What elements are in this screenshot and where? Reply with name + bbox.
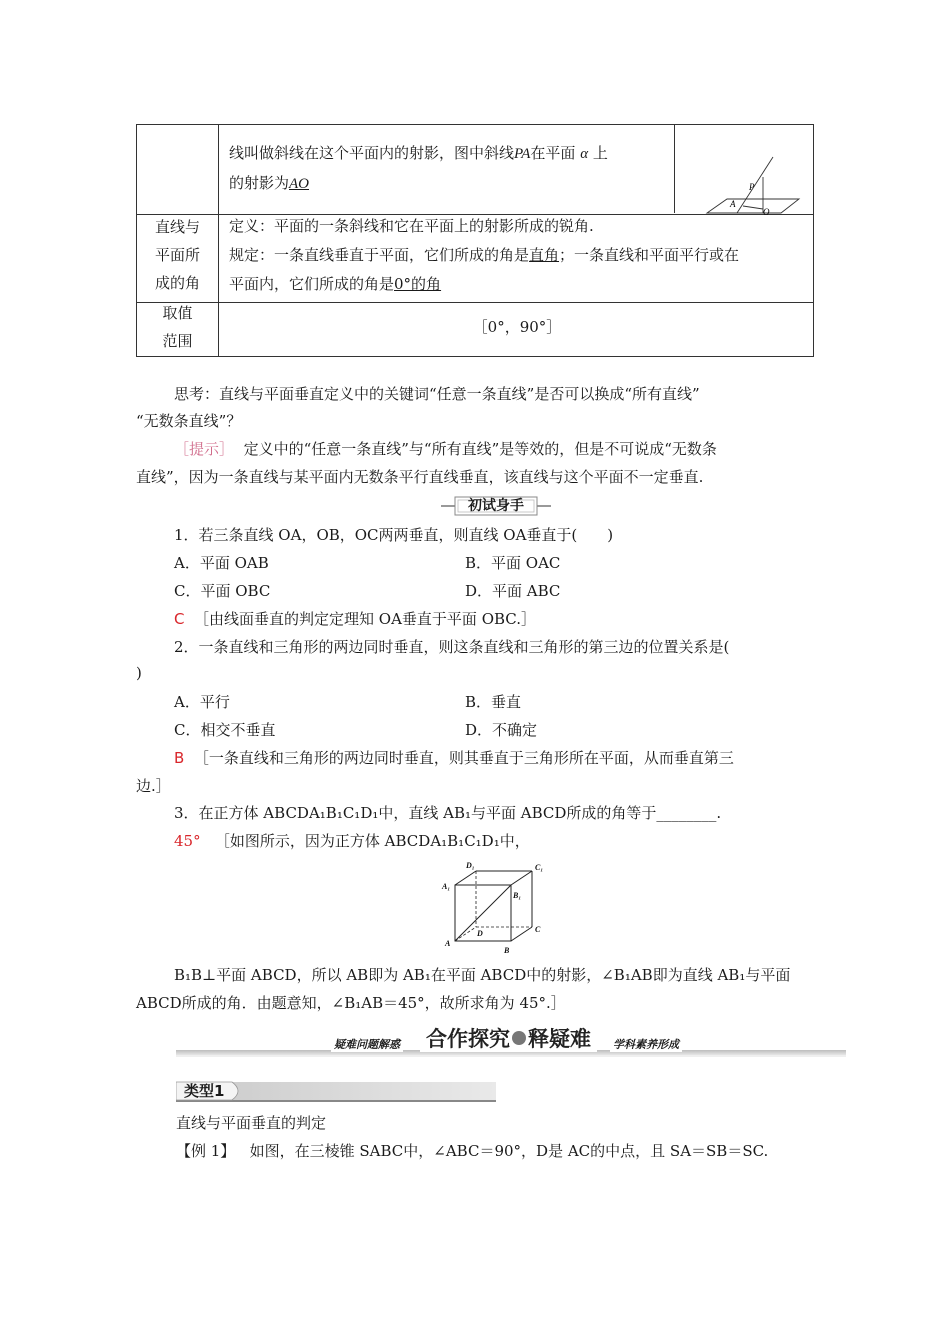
label-o: O xyxy=(763,207,770,215)
section-title: 直线与平面垂直的判定 xyxy=(176,1114,327,1132)
think-line1: 思考：直线与平面垂直定义中的关键词“任意一条直线”是否可以换成“所有直线” xyxy=(174,385,700,403)
coop-banner-title: 合作探究 释疑难 xyxy=(420,1026,597,1052)
cube-figure xyxy=(436,858,548,958)
label-c: C xyxy=(535,925,541,934)
label-p: P xyxy=(749,182,755,192)
q2-option-d: D．不确定 xyxy=(465,721,538,739)
oblique-line-figure xyxy=(703,155,803,215)
label-d1: D₁ xyxy=(466,861,475,870)
hint-line2: 直线”，因为一条直线与某平面内无数条平行直线垂直，该直线与这个平面不一定垂直. xyxy=(136,468,704,486)
label-a: A xyxy=(445,939,451,948)
q2-option-b: B．垂直 xyxy=(465,693,522,711)
table-range-value: ［0°，90°］ xyxy=(472,318,562,336)
definition-table xyxy=(136,124,814,357)
q3-stem: 3．在正方体 ABCDA₁B₁C₁D₁中，直线 AB₁与平面 ABCD所成的角等于________. xyxy=(174,804,722,822)
q1-answer-line: C ［由线面垂直的判定定理知 OA垂直于平面 OBC.］ xyxy=(174,610,537,628)
coop-banner-right: 学科素养形成 xyxy=(610,1036,682,1052)
label-a: A xyxy=(730,199,736,209)
q1-option-a: A．平面 OAB xyxy=(174,554,269,572)
table-header-angle: 直线与 平面所 成的角 xyxy=(154,218,200,292)
hint-tag: ［提示］ xyxy=(174,440,235,458)
label-d: D xyxy=(477,929,483,938)
q3-answer-line: 45° ［如图所示，因为正方体 ABCDA₁B₁C₁D₁中， xyxy=(174,832,530,850)
table-row1-text: 线叫做斜线在这个平面内的射影，图中斜线PA在平面 α 上 的射影为AO xyxy=(229,144,608,192)
table-row2-text: 定义：平面的一条斜线和它在平面上的射影所成的锐角. 规定：一条直线垂直于平面，它们所成的角是直角；一条直线和平面平行或在 平面内，它们所成的角是0°的角 xyxy=(229,217,740,293)
q3-after2: ABCD所成的角．由题意知，∠B₁AB＝45°，故所求角为 45°.］ xyxy=(136,994,566,1012)
q2-stem-end: ) xyxy=(136,664,142,682)
label-b1: B₁ xyxy=(513,891,522,900)
think-line2: “无数条直线”？ xyxy=(136,412,242,430)
q2-answer-line: B ［一条直线和三角形的两边同时垂直，则其垂直于三角形所在平面，从而垂直第三 xyxy=(174,749,734,767)
type-tag: 类型1 xyxy=(176,1080,496,1104)
label-a1: A₁ xyxy=(442,882,451,891)
q1-option-c: C．平面 OBC xyxy=(174,582,271,600)
example-tag: 【例 1】 xyxy=(176,1142,236,1160)
q1-option-d: D．平面 ABC xyxy=(465,582,561,600)
example-1: 【例 1】 如图，在三棱锥 SABC中，∠ABC＝90°，D是 AC的中点，且 SA＝SB＝SC. xyxy=(176,1142,769,1160)
q1-stem: 1．若三条直线 OA，OB，OC两两垂直，则直线 OA垂直于( ) xyxy=(174,526,614,544)
q1-option-b: B．平面 OAC xyxy=(465,554,561,572)
q2-option-c: C．相交不垂直 xyxy=(174,721,276,739)
trial-banner: 初试身手 xyxy=(441,496,551,516)
coop-banner-left: 疑难问题解惑 xyxy=(331,1036,403,1052)
q1-answer: C xyxy=(174,610,185,628)
label-b: B xyxy=(504,946,510,955)
q2-option-a: A．平行 xyxy=(174,693,230,711)
q2-stem: 2．一条直线和三角形的两边同时垂直，则这条直线和三角形的第三边的位置关系是( xyxy=(174,638,730,656)
hint-line1: ［提示］ 定义中的“任意一条直线”与“所有直线”是等效的，但是不可说成“无数条 xyxy=(174,440,717,458)
label-c1: C₁ xyxy=(535,863,544,872)
table-header-range: 取值 范围 xyxy=(162,304,193,350)
coop-banner xyxy=(176,1026,846,1066)
q2-answer: B xyxy=(174,749,185,767)
q3-answer: 45° xyxy=(174,832,201,850)
q3-after1: B₁B⊥平面 ABCD，所以 AB即为 AB₁在平面 ABCD中的射影，∠B₁AB即为直线 AB₁与平面 xyxy=(174,966,791,984)
q2-explain-end: 边.］ xyxy=(136,777,171,795)
